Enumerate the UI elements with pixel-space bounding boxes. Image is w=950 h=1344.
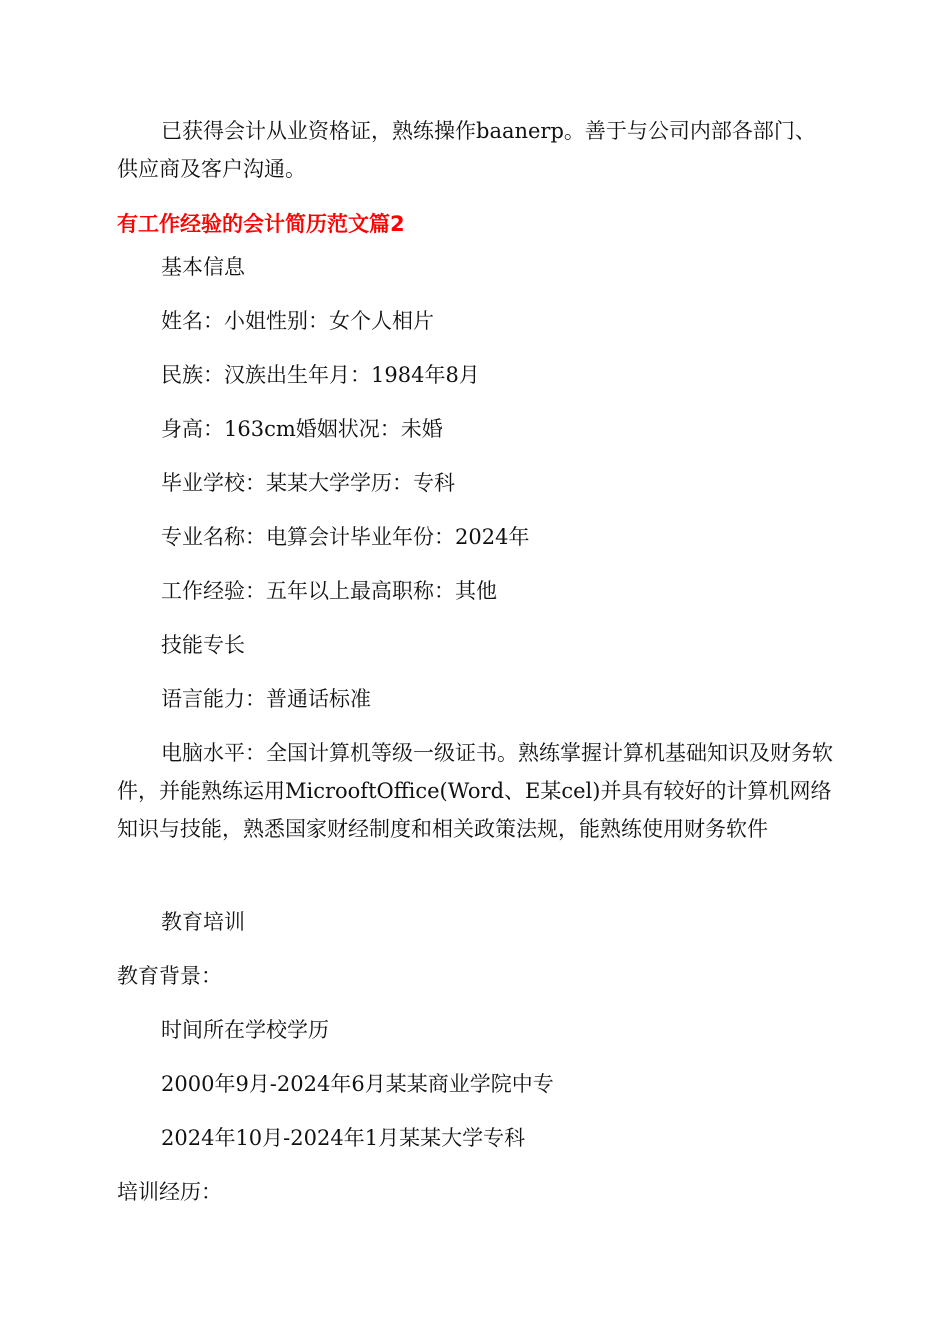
school-line: 毕业学校：某某大学学历：专科 [161,471,455,495]
height-line: 身高：163cm婚姻状况：未婚 [161,417,443,441]
computer-paragraph: 电脑水平：全国计算机等级一级证书。熟练掌握计算机基础知识及财务软件，并能熟练运用MicrooftOffice(Word、E某cel)并具有较好的计算机网络知识与技能，熟悉国家财经制度和相关政策法规，能熟练使用财务软件 [117,741,833,841]
education-background-label: 教育背景： [117,964,222,988]
education-row-1: 2000年9月-2024年6月某某商业学院中专 [161,1072,554,1096]
intro-paragraph: 已获得会计从业资格证，熟练操作baanerp。善于与公司内部各部门、供应商及客户沟通。 [117,119,816,181]
name-line: 姓名：小姐性别：女个人相片 [161,309,434,333]
experience-line: 工作经验：五年以上最高职称：其他 [161,579,497,603]
education-table-header: 时间所在学校学历 [161,1018,329,1042]
training-label: 培训经历： [117,1180,222,1204]
skills-heading: 技能专长 [161,633,245,657]
education-training-heading: 教育培训 [161,910,245,934]
basic-info-heading: 基本信息 [161,255,245,279]
section-heading: 有工作经验的会计简历范文篇2 [117,212,405,236]
language-line: 语言能力：普通话标准 [161,687,371,711]
ethnicity-line: 民族：汉族出生年月：1984年8月 [161,363,480,387]
major-line: 专业名称：电算会计毕业年份：2024年 [161,525,530,549]
education-row-2: 2024年10月-2024年1月某某大学专科 [161,1126,526,1150]
